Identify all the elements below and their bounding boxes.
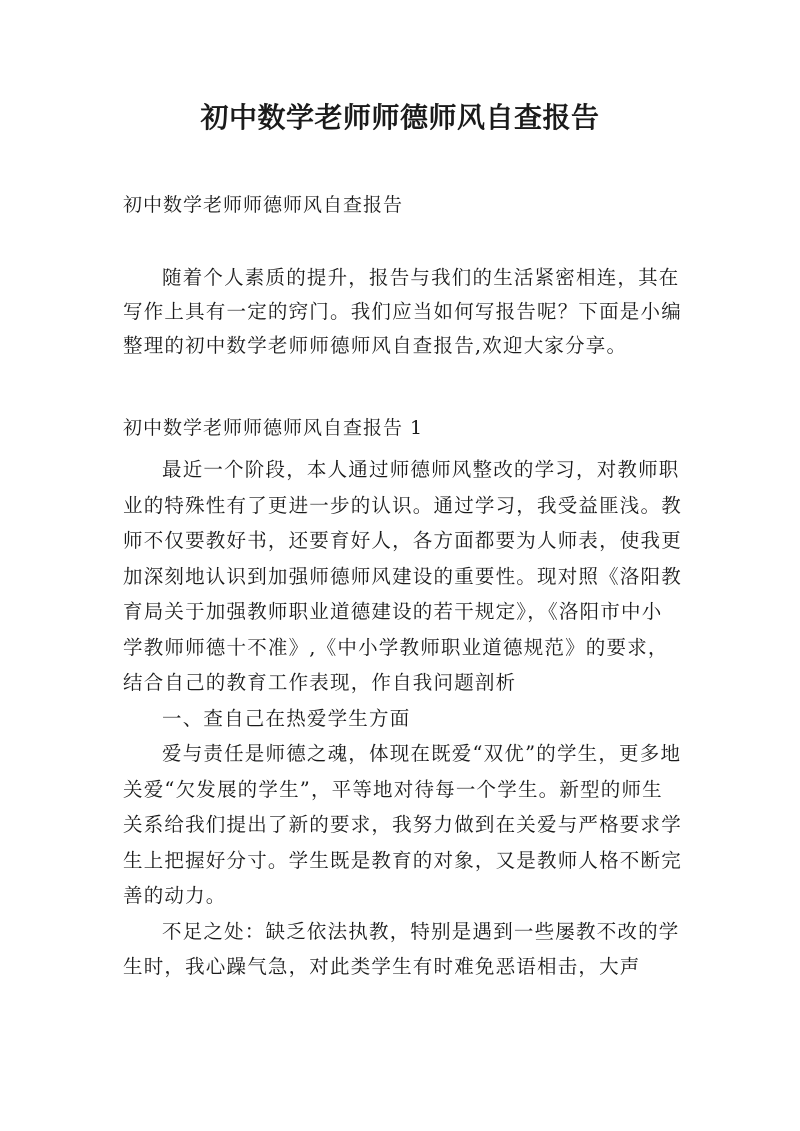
document-title: 初中数学老师师德师风自查报告 (200, 101, 600, 134)
body-paragraph: 最近一个阶段，本人通过师德师风整改的学习，对教师职业的特殊性有了更进一步的认识。通过学习，我受益匪浅。教师不仅要教好书，还要育好人，各方面都要为人师表，使我更加深刻地认识到加强师德师风建设的重要性。现对照《洛阳教育局关于加强教师职业道德建设的若干规定》，《洛阳市中小学教师师德十不准》,《中小学教师职业道德规范》的要求，结合自己的教育工作表现，作自我问题剖析 (123, 458, 682, 694)
subsection-heading: 一、查自己在热爱学生方面 (162, 706, 411, 730)
intro-paragraph: 随着个人素质的提升，报告与我们的生活紧密相连，其在写作上具有一定的窍门。我们应当如何写报告呢？下面是小编整理的初中数学老师师德师风自查报告,欢迎大家分享。 (123, 266, 682, 357)
body-paragraph: 爱与责任是师德之魂，体现在既爱“双优”的学生，更多地关爱“欠发展的学生”，平等地对待每一个学生。新型的师生关系给我们提出了新的要求，我努力做到在关爱与严格要求学生上把握好分寸。学生既是教育的对象，又是教师人格不断完善的动力。 (123, 742, 682, 907)
body-paragraph: 不足之处：缺乏依法执教，特别是遇到一些屡教不改的学生时，我心躁气急，对此类学生有时难免恶语相击，大声 (123, 919, 680, 978)
document-subtitle: 初中数学老师师德师风自查报告 (123, 194, 404, 216)
body-text (123, 452, 683, 985)
section-heading: 初中数学老师师德师风自查报告 1 (123, 417, 424, 439)
